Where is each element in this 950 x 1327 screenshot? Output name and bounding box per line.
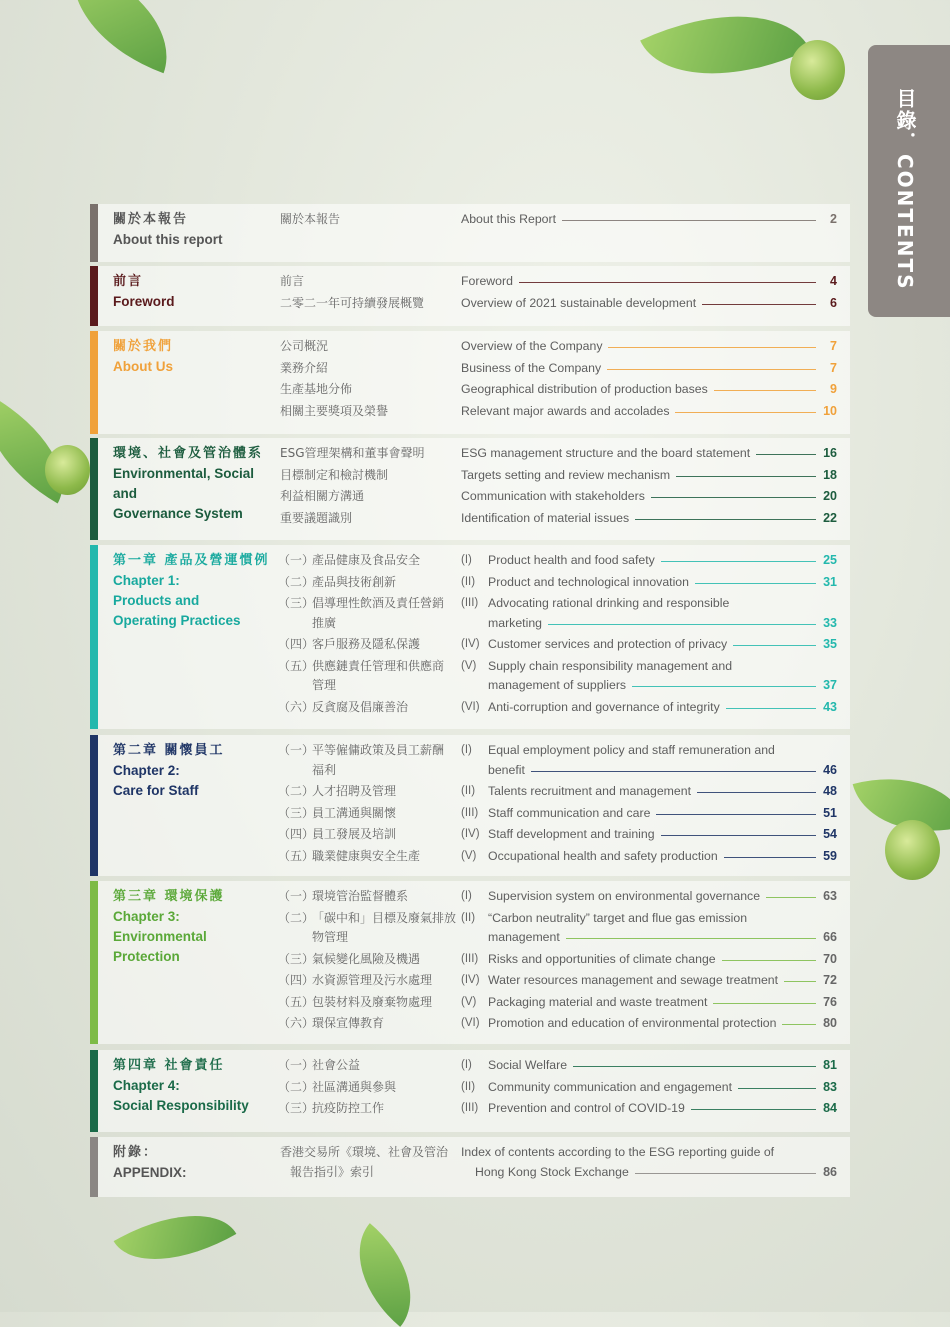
entry-title-en: Social Welfare	[488, 1058, 568, 1072]
toc-section-ch4	[90, 1050, 850, 1132]
toc-entry[interactable]	[90, 635, 850, 655]
leaf-decoration	[51, 0, 189, 73]
page-number[interactable]: 59	[823, 848, 837, 863]
entry-number-zh: （五）	[278, 848, 315, 863]
section-title-en: Environmental, Social and	[113, 466, 255, 501]
entry-title-zh: 產品與技術創新	[312, 574, 397, 589]
page-number[interactable]: 46	[823, 762, 837, 777]
page-number[interactable]: 83	[823, 1079, 837, 1094]
entry-number-zh: （二）	[278, 1079, 315, 1094]
section-title-zh: 關於我們	[113, 339, 174, 354]
toc-section-foreword	[90, 266, 850, 326]
entry-title-en: Supervision system on environmental governance	[488, 889, 761, 903]
entry-number-zh: （二）	[278, 784, 315, 798]
entry-title-zh: 香港交易所《環境、社會及管治	[280, 1145, 449, 1159]
page-number[interactable]: 2	[830, 212, 837, 226]
entry-title-zh: 氣候變化風險及機遇	[312, 951, 421, 966]
page-number[interactable]: 54	[823, 827, 837, 841]
entry-roman-numeral: (IV)	[461, 974, 480, 986]
entry-title-en: Communication with stakeholders	[461, 489, 645, 503]
entry-title-en: Index of contents according to the ESG reporting guide of	[461, 1145, 775, 1159]
section-title-en: Chapter 1:	[113, 573, 180, 588]
entry-number-zh: （六）	[278, 699, 315, 714]
entry-number-zh: （二）	[278, 574, 315, 589]
section-title-en: Social Responsibility	[113, 1098, 249, 1113]
entry-title-en: Product and technological innovation	[488, 574, 689, 589]
entry-title-zh: 重要議題識別	[280, 510, 353, 525]
toc-entry[interactable]	[90, 444, 850, 464]
entry-title-zh: 包裝材料及廢棄物處理	[312, 994, 433, 1009]
toc-entry[interactable]	[90, 573, 850, 593]
toc-entry[interactable]	[90, 804, 850, 824]
page-number[interactable]: 37	[823, 678, 837, 692]
section-title-zh: 第四章 社會責任	[113, 1058, 225, 1073]
entry-number-zh: （四）	[278, 637, 315, 651]
leader-line	[608, 347, 816, 348]
entry-title-en: Overview of the Company	[461, 339, 603, 353]
toc-entry[interactable]	[90, 887, 850, 907]
entry-title-zh: 業務介紹	[280, 360, 329, 375]
entry-roman-numeral: (I)	[461, 1059, 472, 1071]
entry-title-zh: 環保宣傳教育	[312, 1016, 385, 1030]
entry-title-en: Identification of material issues	[461, 510, 630, 525]
page-number[interactable]: 7	[830, 360, 837, 375]
entry-title-en: Risks and opportunities of climate change	[488, 951, 716, 966]
toc-section-esg	[90, 438, 850, 540]
contents-side-tab-label: 目錄．CONTENTS	[893, 88, 917, 291]
entry-title-zh: 物管理	[312, 930, 349, 944]
toc-entry[interactable]	[90, 466, 850, 486]
entry-number-zh: （五）	[278, 994, 315, 1009]
section-title-zh: 第一章 產品及營運慣例	[113, 553, 270, 568]
section-title-en: Governance System	[113, 506, 243, 521]
toc-entry[interactable]	[90, 1014, 850, 1034]
leader-line	[676, 476, 816, 477]
toc-entry[interactable]	[90, 782, 850, 802]
section-title-en: APPENDIX:	[113, 1165, 187, 1180]
toc-section-about-us	[90, 331, 850, 434]
leader-line	[724, 857, 816, 858]
leader-line	[548, 624, 816, 625]
entry-title-en: Packaging material and waste treatment	[488, 994, 708, 1009]
entry-title-en: Promotion and education of environmental protection	[488, 1016, 777, 1030]
entry-title-en: Staff communication and care	[488, 805, 651, 820]
leader-line	[607, 369, 816, 370]
entry-roman-numeral: (V)	[461, 659, 477, 672]
toc-entry[interactable]	[90, 950, 850, 970]
entry-roman-numeral: (IV)	[461, 828, 480, 840]
entry-roman-numeral: (II)	[461, 575, 476, 588]
toc-entry[interactable]	[90, 1143, 850, 1182]
entry-title-zh: 社會公益	[312, 1058, 361, 1072]
leader-line	[691, 1109, 816, 1110]
leader-line	[713, 1003, 816, 1004]
page-number[interactable]: 20	[823, 489, 837, 503]
toc-entry[interactable]	[90, 657, 850, 696]
leader-line	[784, 981, 816, 982]
entry-title-en: Hong Kong Stock Exchange	[475, 1164, 629, 1179]
entry-title-en: Community communication and engagement	[488, 1079, 733, 1094]
page-number[interactable]: 18	[823, 467, 837, 482]
entry-title-en: “Carbon neutrality” target and flue gas emission	[488, 910, 748, 925]
page-number[interactable]: 43	[823, 699, 837, 714]
entry-title-zh: 人才招聘及管理	[312, 784, 397, 798]
entry-title-en: management	[488, 930, 560, 944]
page-number[interactable]: 63	[823, 889, 837, 903]
leader-line	[722, 960, 816, 961]
leader-line	[519, 282, 816, 283]
page-number[interactable]: 72	[823, 973, 837, 987]
hop-decoration	[885, 820, 940, 880]
toc-entry[interactable]	[90, 741, 850, 780]
entry-title-en: Relevant major awards and accolades	[461, 403, 670, 418]
entry-roman-numeral: (VI)	[461, 1017, 480, 1029]
page-number[interactable]: 81	[823, 1058, 837, 1072]
entry-title-en: ESG management structure and the board statement	[461, 446, 751, 460]
leaf-decoration	[640, 0, 810, 113]
hop-decoration	[45, 445, 90, 495]
page-number[interactable]: 4	[830, 274, 837, 288]
section-title-en: Care for Staff	[113, 783, 199, 798]
entry-title-zh: 二零二一年可持續發展概覽	[280, 295, 425, 310]
entry-title-zh: 目標制定和檢討機制	[280, 467, 389, 482]
leader-line	[566, 938, 816, 939]
entry-number-zh: （三）	[278, 951, 315, 966]
entry-title-zh: 倡導理性飲酒及責任營銷	[312, 596, 445, 610]
leader-line	[531, 771, 816, 772]
entry-title-en: Customer services and protection of privacy	[488, 637, 728, 651]
entry-title-zh: 環境管治監督體系	[312, 889, 409, 903]
entry-roman-numeral: (II)	[461, 785, 476, 797]
toc-entry[interactable]	[90, 825, 850, 845]
page-number[interactable]: 22	[823, 510, 837, 525]
toc-entry[interactable]	[90, 210, 850, 230]
section-title-en: Chapter 3:	[113, 909, 180, 924]
toc-entry[interactable]	[90, 509, 850, 529]
entry-title-en: Advocating rational drinking and responsible	[488, 596, 730, 610]
entry-roman-numeral: (I)	[461, 744, 472, 756]
entry-title-en: benefit	[488, 762, 525, 777]
page-number[interactable]: 9	[830, 382, 837, 396]
entry-roman-numeral: (V)	[461, 849, 477, 862]
entry-roman-numeral: (IV)	[461, 638, 480, 650]
toc-section-appendix	[90, 1137, 850, 1197]
page-number[interactable]: 48	[823, 784, 837, 798]
toc-section-ch1	[90, 545, 850, 729]
leader-line	[632, 686, 816, 687]
section-title-en: Chapter 2:	[113, 763, 180, 778]
section-title-zh: 關於本報告	[113, 212, 189, 227]
leader-line	[562, 220, 816, 221]
page-number[interactable]: 10	[823, 403, 837, 418]
section-title-zh: 第三章 環境保護	[113, 889, 225, 904]
leader-line	[661, 561, 816, 562]
entry-title-zh: 社區溝通與參與	[312, 1079, 397, 1094]
entry-title-zh: 平等僱傭政策及員工薪酬	[312, 743, 445, 757]
entry-title-en: Geographical distribution of production bases	[461, 382, 708, 396]
section-title-zh: 前言	[113, 274, 144, 289]
entry-title-en: marketing	[488, 615, 542, 630]
toc-entry[interactable]	[90, 359, 850, 379]
entry-title-zh: 公司概況	[280, 339, 329, 353]
toc-section-about	[90, 204, 850, 262]
toc-entry[interactable]	[90, 294, 850, 314]
section-title-zh: 附錄：	[113, 1145, 159, 1160]
leaf-decoration	[331, 1223, 439, 1327]
entry-number-zh: （六）	[278, 1016, 315, 1030]
toc-entry[interactable]	[90, 551, 850, 571]
leader-line	[695, 583, 816, 584]
entry-title-zh: 「碳中和」目標及廢氣排放	[312, 910, 457, 925]
entry-title-zh: 關於本報告	[280, 212, 341, 226]
leader-line	[733, 645, 816, 646]
entry-number-zh: （一）	[278, 553, 315, 567]
page-number[interactable]: 33	[823, 615, 837, 630]
entry-title-zh: ESG管理架構和董事會聲明	[280, 446, 425, 460]
entry-title-en: Product health and food safety	[488, 553, 655, 567]
leader-line	[651, 497, 816, 498]
toc-entry[interactable]	[90, 993, 850, 1013]
entry-roman-numeral: (III)	[461, 597, 479, 609]
entry-number-zh: （三）	[278, 1101, 315, 1115]
leader-line	[635, 519, 816, 520]
page-number[interactable]: 25	[823, 553, 837, 567]
entry-title-en: Equal employment policy and staff remuneration and	[488, 743, 775, 757]
entry-number-zh: （三）	[278, 596, 315, 610]
section-title-en: Operating Practices	[113, 613, 241, 628]
entry-number-zh: （一）	[278, 889, 315, 903]
toc-section-ch2	[90, 735, 850, 876]
entry-title-zh: 員工溝通與關懷	[312, 805, 397, 820]
toc-entry[interactable]	[90, 698, 850, 718]
entry-title-en: Overview of 2021 sustainable development	[461, 295, 697, 310]
page-number[interactable]: 66	[823, 930, 837, 944]
entry-title-zh: 福利	[312, 762, 337, 777]
toc-entry[interactable]	[90, 1078, 850, 1098]
entry-title-zh: 利益相關方溝通	[280, 489, 365, 503]
entry-number-zh: （三）	[278, 805, 315, 820]
entry-roman-numeral: (I)	[461, 890, 472, 902]
entry-title-en: Occupational health and safety production	[488, 848, 718, 863]
entry-title-en: Supply chain responsibility management and	[488, 658, 733, 673]
leader-line	[573, 1066, 816, 1067]
entry-title-zh: 供應鏈責任管理和供應商	[312, 658, 445, 673]
leader-line	[756, 454, 816, 455]
section-title-en: Foreword	[113, 294, 175, 309]
page-number[interactable]: 86	[823, 1164, 837, 1179]
page-number[interactable]: 31	[823, 574, 837, 589]
entry-roman-numeral: (III)	[461, 1102, 479, 1114]
toc-entry[interactable]	[90, 1099, 850, 1119]
entry-title-zh: 前言	[280, 274, 305, 288]
entry-number-zh: （一）	[278, 743, 315, 757]
section-title-en: Chapter 4:	[113, 1078, 180, 1093]
section-title-en: About Us	[113, 359, 173, 374]
entry-title-en: management of suppliers	[488, 678, 627, 692]
page-number[interactable]: 6	[830, 295, 837, 310]
entry-title-en: Prevention and control of COVID-19	[488, 1101, 685, 1115]
entry-roman-numeral: (III)	[461, 806, 479, 819]
entry-title-en: Staff development and training	[488, 827, 655, 841]
leaf-decoration	[114, 1186, 237, 1289]
leader-line	[766, 897, 816, 898]
entry-title-zh: 職業健康與安全生產	[312, 848, 421, 863]
entry-title-en: Water resources management and sewage treatment	[488, 973, 779, 987]
toc-entry[interactable]	[90, 487, 850, 507]
page-number[interactable]: 84	[823, 1101, 837, 1115]
leader-line	[702, 304, 816, 305]
toc-entry[interactable]	[90, 909, 850, 948]
toc-entry[interactable]	[90, 1056, 850, 1076]
entry-roman-numeral: (II)	[461, 911, 476, 924]
entry-title-en: Targets setting and review mechanism	[461, 467, 671, 482]
toc-entry[interactable]	[90, 272, 850, 292]
entry-title-zh: 管理	[312, 678, 337, 692]
entry-title-zh: 反貪腐及倡廉善治	[312, 699, 409, 714]
toc-entry[interactable]	[90, 594, 850, 633]
entry-title-en: Anti-corruption and governance of integrity	[488, 699, 720, 714]
leader-line	[738, 1088, 816, 1089]
entry-title-en: Foreword	[461, 274, 513, 288]
leader-line	[714, 390, 816, 391]
leader-line	[661, 835, 816, 836]
entry-roman-numeral: (VI)	[461, 700, 480, 713]
entry-number-zh: （四）	[278, 827, 315, 841]
page-number[interactable]: 80	[823, 1016, 837, 1030]
leader-line	[697, 792, 816, 793]
leader-line	[675, 412, 816, 413]
entry-number-zh: （四）	[278, 973, 315, 987]
toc-entry[interactable]	[90, 402, 850, 422]
entry-title-zh: 水資源管理及污水處理	[312, 973, 433, 987]
entry-number-zh: （一）	[278, 1058, 315, 1072]
section-title-en: About this report	[113, 232, 223, 247]
page-number[interactable]: 7	[830, 339, 837, 353]
entry-title-en: About this Report	[461, 212, 557, 226]
page-number[interactable]: 51	[823, 805, 837, 820]
toc-entry[interactable]	[90, 380, 850, 400]
entry-title-zh: 產品健康及食品安全	[312, 553, 421, 567]
entry-roman-numeral: (V)	[461, 995, 477, 1008]
entry-title-zh: 生產基地分佈	[280, 382, 353, 396]
section-title-en: Products and	[113, 593, 200, 608]
entry-title-zh: 抗疫防控工作	[312, 1101, 385, 1115]
page-number[interactable]: 70	[823, 951, 837, 966]
toc-entry[interactable]	[90, 337, 850, 357]
page-number[interactable]: 76	[823, 994, 837, 1009]
entry-number-zh: （五）	[278, 658, 315, 673]
leader-line	[635, 1173, 816, 1174]
leader-line	[782, 1024, 816, 1025]
entry-roman-numeral: (II)	[461, 1080, 476, 1093]
entry-title-zh: 推廣	[312, 615, 337, 630]
leader-line	[726, 708, 816, 709]
entry-title-en: Talents recruitment and management	[488, 784, 692, 798]
entry-title-zh: 相關主要獎項及榮譽	[280, 403, 389, 418]
toc-section-ch3	[90, 881, 850, 1044]
toc-entry[interactable]	[90, 847, 850, 867]
hop-decoration	[790, 40, 845, 100]
entry-title-zh: 客戶服務及隱私保護	[312, 637, 421, 651]
toc-entry[interactable]	[90, 971, 850, 991]
entry-title-zh: 員工發展及培訓	[312, 827, 397, 841]
entry-title-en: Business of the Company	[461, 360, 602, 375]
section-title-zh: 第二章 關懷員工	[113, 743, 225, 758]
entry-title-zh: 報告指引》索引	[290, 1164, 375, 1179]
entry-roman-numeral: (I)	[461, 554, 472, 566]
entry-number-zh: （二）	[278, 910, 315, 925]
section-title-zh: 環境、社會及管治體系	[113, 446, 264, 461]
leader-line	[656, 814, 816, 815]
entry-roman-numeral: (III)	[461, 952, 479, 965]
section-title-en: Environmental Protection	[113, 929, 207, 964]
page-number[interactable]: 16	[823, 446, 837, 460]
page-number[interactable]: 35	[823, 637, 837, 651]
